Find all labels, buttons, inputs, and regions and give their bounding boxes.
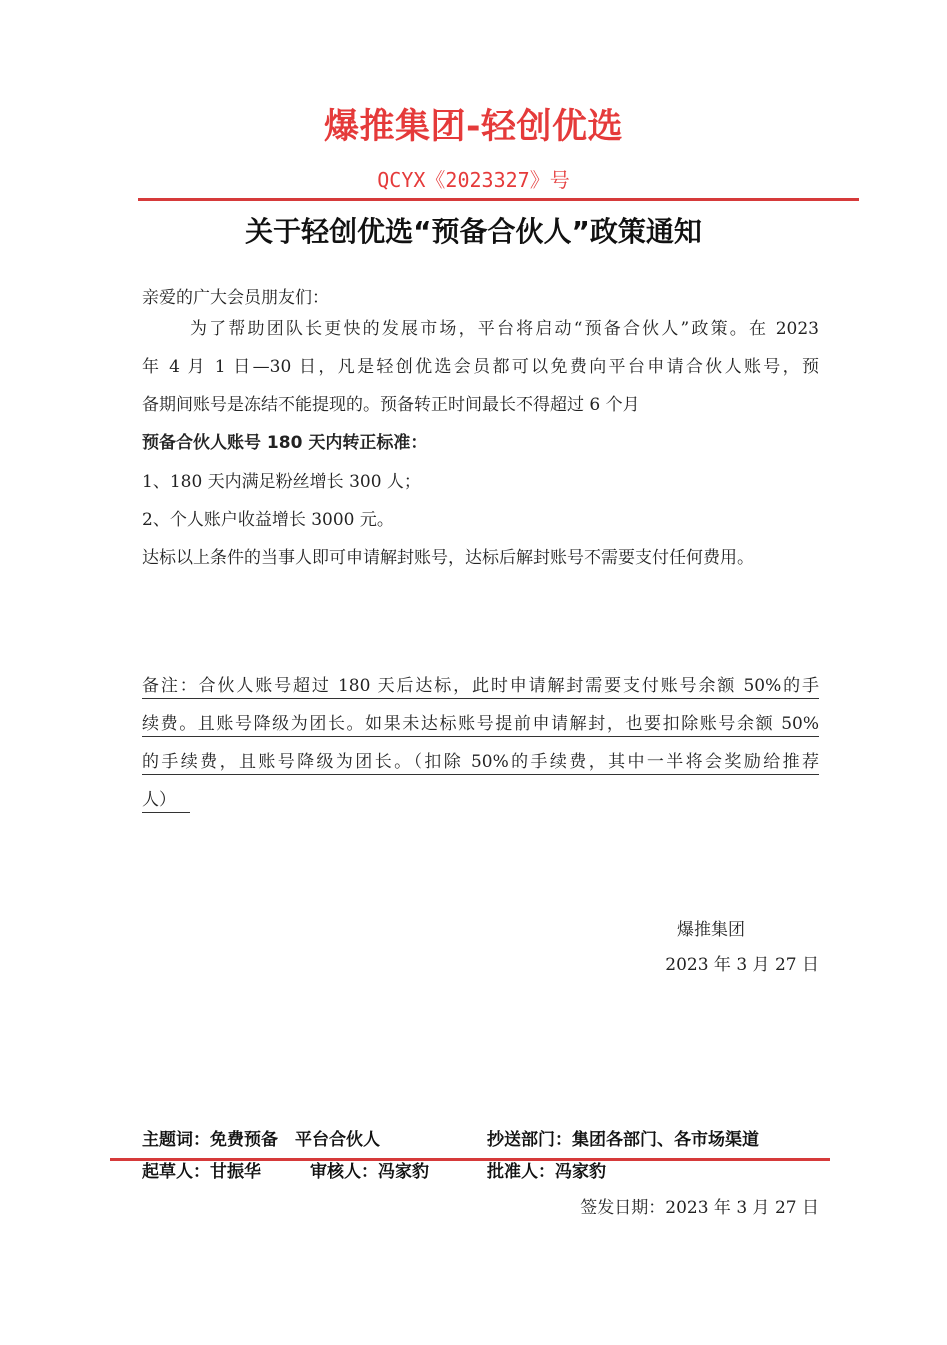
header-red-rule xyxy=(138,198,859,201)
paragraph-line-2: 年 4 月 1 日—30 日，凡是轻创优选会员都可以免费向平台申请合伙人账号，预 xyxy=(142,357,819,377)
paragraph-line-1: 为了帮助团队长更快的发展市场，平台将启动“预备合伙人”政策。在 2023 xyxy=(190,319,819,339)
reviewer: 审核人：冯家豹 xyxy=(310,1162,429,1182)
criteria-item-2: 2、个人账户收益增长 3000 元。 xyxy=(142,510,394,530)
greeting: 亲爱的广大会员朋友们： xyxy=(142,288,329,308)
criteria-heading: 预备合伙人账号 180 天内转正标准： xyxy=(142,433,428,453)
cc-departments: 抄送部门：集团各部门、各市场渠道 xyxy=(487,1130,759,1150)
note-line-4: 人） xyxy=(142,788,190,813)
notice-title: 关于轻创优选“预备合伙人”政策通知 xyxy=(245,215,702,248)
footer-row-1 xyxy=(142,1128,832,1152)
subject-words: 主题词：免费预备 平台合伙人 xyxy=(142,1130,380,1150)
document-number: QCYX《2023327》号 xyxy=(377,168,570,192)
conclusion-text: 达标以上条件的当事人即可申请解封账号，达标后解封账号不需要支付任何费用。 xyxy=(142,548,754,568)
note-line-2: 续费。且账号降级为团长。如果未达标账号提前申请解封，也要扣除账号余额 50% xyxy=(142,712,819,737)
criteria-item-1: 1、180 天内满足粉丝增长 300 人； xyxy=(142,472,421,492)
approver: 批准人：冯家豹 xyxy=(487,1162,606,1182)
issue-date: 签发日期：2023 年 3 月 27 日 xyxy=(580,1198,819,1218)
note-line-1: 备注：合伙人账号超过 180 天后达标，此时申请解封需要支付账号余额 50%的手 xyxy=(142,674,819,699)
signature-organization: 爆推集团 xyxy=(677,920,745,940)
paragraph-line-3: 备期间账号是冻结不能提现的。预备转正时间最长不得超过 6 个月 xyxy=(142,395,640,415)
signature-date: 2023 年 3 月 27 日 xyxy=(665,955,819,975)
note-line-3: 的手续费，且账号降级为团长。（扣除 50%的手续费，其中一半将会奖励给推荐 xyxy=(142,750,819,775)
organization-title: 爆推集团-轻创优选 xyxy=(323,107,624,147)
footer-row-2 xyxy=(142,1160,832,1184)
drafter: 起草人：甘振华 xyxy=(142,1162,261,1182)
